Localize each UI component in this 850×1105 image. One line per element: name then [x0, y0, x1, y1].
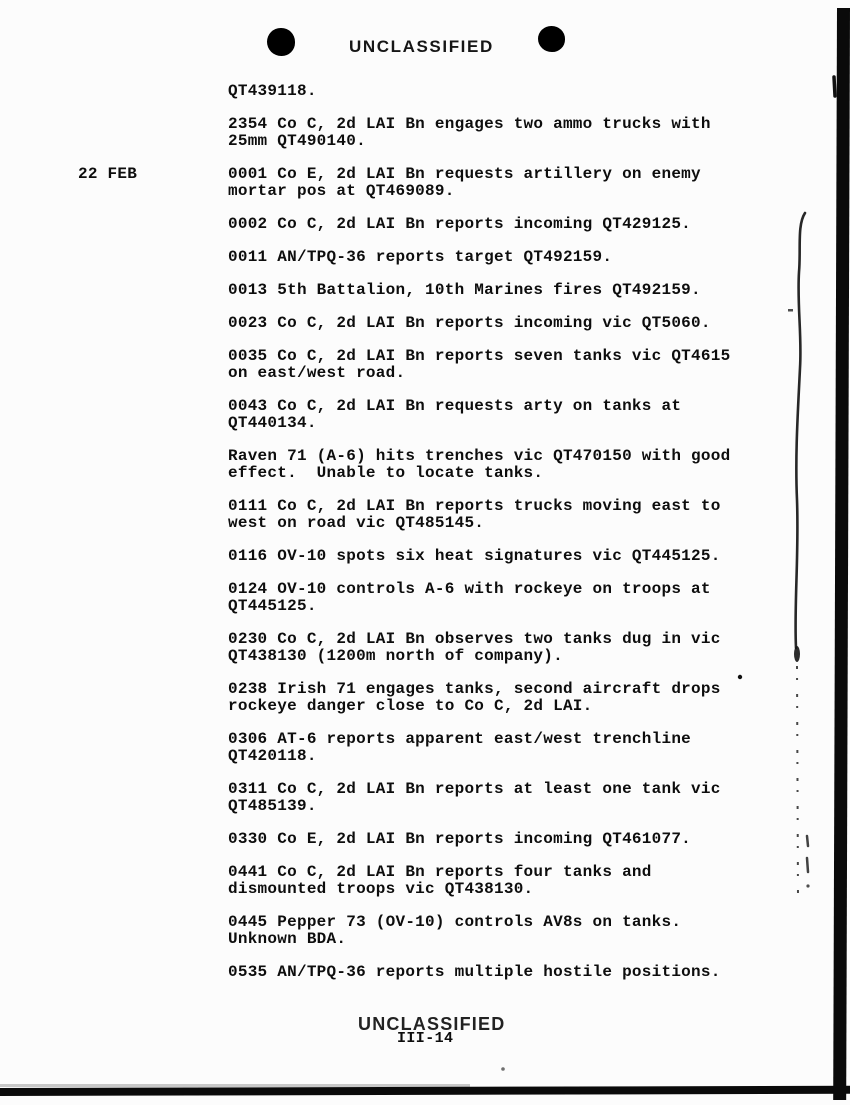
log-entry	[228, 681, 768, 715]
punch-hole-mark-right	[538, 26, 565, 52]
log-entry	[228, 914, 768, 948]
log-entry	[228, 581, 768, 615]
log-line: effect. Unable to locate tanks.	[228, 464, 544, 482]
scan-edge-bar-bottom	[0, 1086, 850, 1096]
log-line: QT439118.	[228, 82, 317, 100]
log-entry	[228, 864, 768, 898]
log-entry	[228, 548, 768, 565]
scan-mark	[806, 884, 809, 887]
log-line: 0011 AN/TPQ-36 reports target QT492159.	[228, 248, 613, 266]
log-entry	[228, 116, 768, 150]
scan-crease-blob	[794, 646, 800, 662]
scan-mark	[807, 858, 808, 872]
log-line: 0035 Co C, 2d LAI Bn reports seven tanks vic QT4615	[228, 347, 731, 365]
log-line: 0311 Co C, 2d LAI Bn reports at least one tank vic	[228, 780, 721, 798]
log-line: QT485139.	[228, 797, 317, 815]
log-line: QT420118.	[228, 747, 317, 765]
log-entry	[228, 166, 768, 200]
log-entry	[228, 498, 768, 532]
log-line: 0306 AT-6 reports apparent east/west trenchline	[228, 730, 692, 748]
log-entry	[228, 731, 768, 765]
header-classification-label: UNCLASSIFIED	[349, 37, 494, 56]
log-line: west on road vic QT485145.	[228, 514, 485, 532]
scan-dot	[501, 1067, 505, 1071]
log-line: mortar pos at QT469089.	[228, 182, 455, 200]
log-entry	[228, 83, 768, 100]
log-line: 0001 Co E, 2d LAI Bn requests artillery on enemy	[228, 165, 701, 183]
log-line: 0441 Co C, 2d LAI Bn reports four tanks and	[228, 863, 652, 881]
log-line: dismounted troops vic QT438130.	[228, 880, 534, 898]
scan-edge-bar-right	[833, 8, 850, 1100]
log-entry	[228, 315, 768, 332]
log-entry	[228, 348, 768, 382]
log-line: 0023 Co C, 2d LAI Bn reports incoming vic QT5060.	[228, 314, 711, 332]
log-entries	[228, 83, 768, 997]
log-line: 0124 OV-10 controls A-6 with rockeye on troops at	[228, 580, 711, 598]
log-line: 0043 Co C, 2d LAI Bn requests arty on tanks at	[228, 397, 682, 415]
log-date-label: 22 FEB	[78, 165, 138, 183]
log-entry	[228, 631, 768, 665]
log-line: 0230 Co C, 2d LAI Bn observes two tanks dug in vic	[228, 630, 721, 648]
log-line: 0535 AN/TPQ-36 reports multiple hostile positions.	[228, 963, 721, 981]
log-entry	[228, 448, 768, 482]
log-line: 0111 Co C, 2d LAI Bn reports trucks moving east to	[228, 497, 721, 515]
log-entry	[228, 964, 768, 981]
log-line: QT440134.	[228, 414, 317, 432]
log-line: Raven 71 (A-6) hits trenches vic QT470150 with good	[228, 447, 731, 465]
log-line: 0116 OV-10 spots six heat signatures vic QT445125.	[228, 547, 721, 565]
log-line: Unknown BDA.	[228, 930, 347, 948]
footer-page-number: III-14	[397, 1030, 454, 1047]
log-line: 0445 Pepper 73 (OV-10) controls AV8s on tanks.	[228, 913, 682, 931]
scan-crease-line	[796, 213, 805, 648]
log-line: 0238 Irish 71 engages tanks, second aircraft drops	[228, 680, 721, 698]
log-line: QT445125.	[228, 597, 317, 615]
log-entry	[228, 781, 768, 815]
log-line: on east/west road.	[228, 364, 406, 382]
scan-crease-dots	[797, 666, 798, 898]
log-entry	[228, 282, 768, 299]
punch-hole-mark-left	[267, 28, 295, 56]
scan-dash	[788, 309, 793, 312]
log-entry	[228, 398, 768, 432]
log-line: 2354 Co C, 2d LAI Bn engages two ammo trucks with	[228, 115, 711, 133]
log-entry	[228, 249, 768, 266]
log-line: 25mm QT490140.	[228, 132, 366, 150]
scan-mark	[807, 836, 808, 846]
log-entry	[228, 216, 768, 233]
footer-classification-label: UNCLASSIFIED	[358, 1014, 506, 1034]
log-line: 0002 Co C, 2d LAI Bn reports incoming QT429125.	[228, 215, 692, 233]
log-line: 0330 Co E, 2d LAI Bn reports incoming QT461077.	[228, 830, 692, 848]
log-entry	[228, 831, 768, 848]
log-line: QT438130 (1200m north of company).	[228, 647, 563, 665]
log-line: rockeye danger close to Co C, 2d LAI.	[228, 697, 593, 715]
log-line: 0013 5th Battalion, 10th Marines fires QT492159.	[228, 281, 701, 299]
scan-tick-top-right	[834, 77, 835, 96]
